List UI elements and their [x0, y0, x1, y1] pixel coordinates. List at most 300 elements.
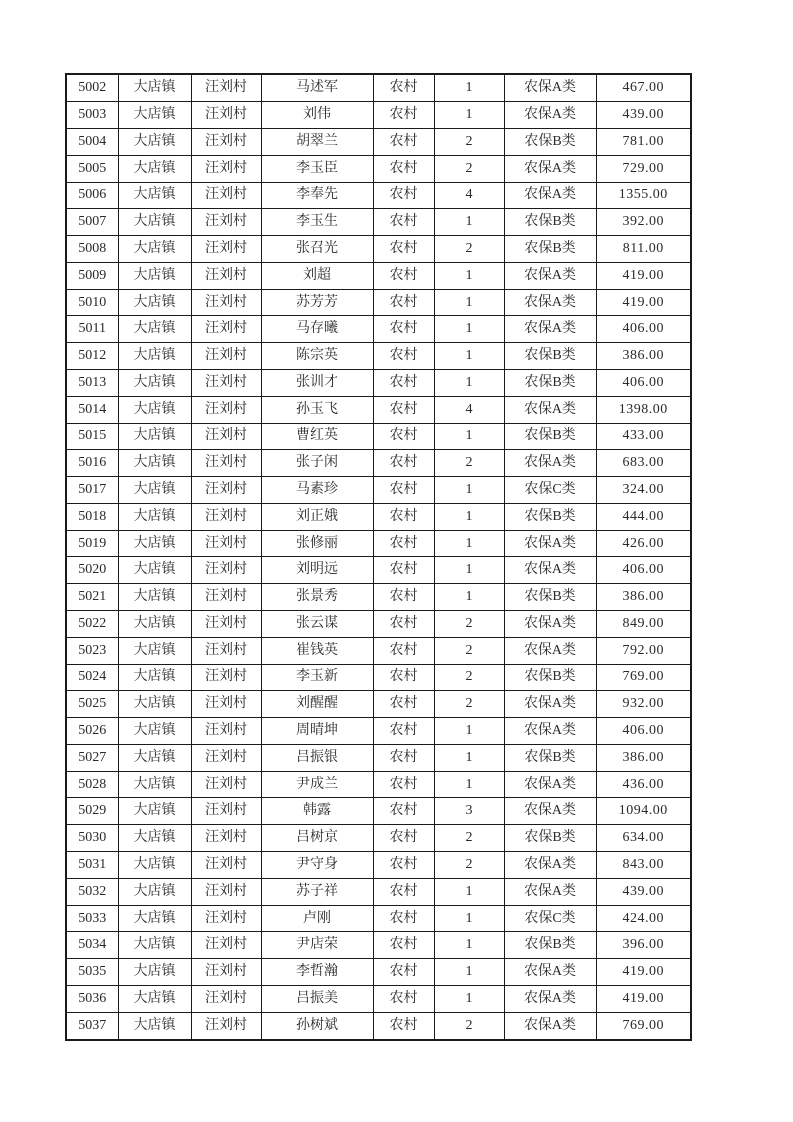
cell-town: 大店镇 — [118, 771, 191, 798]
cell-village: 汪刘村 — [191, 611, 261, 638]
cell-town: 大店镇 — [118, 664, 191, 691]
cell-category: 农保A类 — [504, 718, 596, 745]
cell-name: 张子闲 — [261, 450, 373, 477]
cell-village: 汪刘村 — [191, 530, 261, 557]
cell-category: 农保A类 — [504, 1012, 596, 1040]
cell-count: 2 — [434, 664, 504, 691]
cell-id: 5032 — [66, 878, 118, 905]
cell-amount: 683.00 — [596, 450, 691, 477]
cell-amount: 419.00 — [596, 959, 691, 986]
cell-count: 2 — [434, 852, 504, 879]
cell-category: 农保A类 — [504, 74, 596, 102]
cell-count: 4 — [434, 396, 504, 423]
cell-name: 胡翠兰 — [261, 128, 373, 155]
table-row — [66, 825, 691, 852]
cell-category: 农保A类 — [504, 959, 596, 986]
cell-village: 汪刘村 — [191, 691, 261, 718]
table-row — [66, 959, 691, 986]
cell-amount: 781.00 — [596, 128, 691, 155]
cell-town: 大店镇 — [118, 852, 191, 879]
cell-type: 农村 — [373, 450, 434, 477]
cell-category: 农保A类 — [504, 691, 596, 718]
cell-type: 农村 — [373, 155, 434, 182]
table-row — [66, 744, 691, 771]
cell-id: 5037 — [66, 1012, 118, 1040]
cell-type: 农村 — [373, 798, 434, 825]
cell-name: 马素珍 — [261, 477, 373, 504]
cell-category: 农保A类 — [504, 985, 596, 1012]
cell-village: 汪刘村 — [191, 155, 261, 182]
cell-type: 农村 — [373, 74, 434, 102]
cell-type: 农村 — [373, 209, 434, 236]
cell-town: 大店镇 — [118, 477, 191, 504]
cell-category: 农保B类 — [504, 343, 596, 370]
cell-village: 汪刘村 — [191, 584, 261, 611]
cell-amount: 444.00 — [596, 503, 691, 530]
cell-village: 汪刘村 — [191, 744, 261, 771]
cell-town: 大店镇 — [118, 503, 191, 530]
cell-amount: 424.00 — [596, 905, 691, 932]
cell-count: 2 — [434, 825, 504, 852]
cell-count: 1 — [434, 262, 504, 289]
cell-type: 农村 — [373, 236, 434, 263]
cell-village: 汪刘村 — [191, 209, 261, 236]
cell-id: 5027 — [66, 744, 118, 771]
cell-name: 孙玉飞 — [261, 396, 373, 423]
cell-amount: 439.00 — [596, 102, 691, 129]
cell-town: 大店镇 — [118, 343, 191, 370]
cell-category: 农保B类 — [504, 664, 596, 691]
cell-village: 汪刘村 — [191, 74, 261, 102]
cell-village: 汪刘村 — [191, 343, 261, 370]
table-row — [66, 396, 691, 423]
cell-amount: 426.00 — [596, 530, 691, 557]
cell-category: 农保B类 — [504, 128, 596, 155]
cell-village: 汪刘村 — [191, 396, 261, 423]
cell-type: 农村 — [373, 825, 434, 852]
cell-count: 1 — [434, 369, 504, 396]
table-row — [66, 209, 691, 236]
cell-amount: 843.00 — [596, 852, 691, 879]
cell-town: 大店镇 — [118, 128, 191, 155]
cell-type: 农村 — [373, 316, 434, 343]
cell-category: 农保B类 — [504, 932, 596, 959]
cell-count: 1 — [434, 905, 504, 932]
cell-type: 农村 — [373, 530, 434, 557]
cell-count: 1 — [434, 74, 504, 102]
table-row — [66, 584, 691, 611]
cell-count: 2 — [434, 637, 504, 664]
cell-type: 农村 — [373, 369, 434, 396]
cell-name: 苏芳芳 — [261, 289, 373, 316]
cell-type: 农村 — [373, 102, 434, 129]
cell-category: 农保B类 — [504, 584, 596, 611]
table-row — [66, 771, 691, 798]
cell-id: 5035 — [66, 959, 118, 986]
cell-amount: 392.00 — [596, 209, 691, 236]
cell-count: 1 — [434, 316, 504, 343]
cell-id: 5030 — [66, 825, 118, 852]
cell-count: 1 — [434, 557, 504, 584]
cell-type: 农村 — [373, 905, 434, 932]
table-row — [66, 852, 691, 879]
cell-id: 5010 — [66, 289, 118, 316]
cell-name: 韩露 — [261, 798, 373, 825]
cell-town: 大店镇 — [118, 74, 191, 102]
cell-category: 农保B类 — [504, 825, 596, 852]
cell-town: 大店镇 — [118, 182, 191, 209]
table-row — [66, 74, 691, 102]
cell-amount: 932.00 — [596, 691, 691, 718]
cell-name: 尹成兰 — [261, 771, 373, 798]
cell-type: 农村 — [373, 691, 434, 718]
cell-village: 汪刘村 — [191, 718, 261, 745]
table-row — [66, 1012, 691, 1040]
cell-count: 2 — [434, 611, 504, 638]
table-row — [66, 262, 691, 289]
cell-category: 农保A类 — [504, 396, 596, 423]
cell-id: 5011 — [66, 316, 118, 343]
cell-type: 农村 — [373, 637, 434, 664]
cell-town: 大店镇 — [118, 825, 191, 852]
cell-id: 5014 — [66, 396, 118, 423]
cell-count: 1 — [434, 530, 504, 557]
cell-name: 张修丽 — [261, 530, 373, 557]
cell-count: 1 — [434, 744, 504, 771]
cell-id: 5036 — [66, 985, 118, 1012]
cell-id: 5009 — [66, 262, 118, 289]
cell-amount: 386.00 — [596, 744, 691, 771]
cell-town: 大店镇 — [118, 316, 191, 343]
cell-amount: 811.00 — [596, 236, 691, 263]
cell-count: 1 — [434, 718, 504, 745]
cell-town: 大店镇 — [118, 959, 191, 986]
cell-town: 大店镇 — [118, 289, 191, 316]
cell-count: 1 — [434, 878, 504, 905]
cell-town: 大店镇 — [118, 369, 191, 396]
cell-amount: 467.00 — [596, 74, 691, 102]
cell-id: 5028 — [66, 771, 118, 798]
cell-id: 5005 — [66, 155, 118, 182]
cell-type: 农村 — [373, 182, 434, 209]
cell-amount: 634.00 — [596, 825, 691, 852]
cell-id: 5004 — [66, 128, 118, 155]
cell-name: 张景秀 — [261, 584, 373, 611]
cell-name: 陈宗英 — [261, 343, 373, 370]
cell-town: 大店镇 — [118, 262, 191, 289]
cell-village: 汪刘村 — [191, 932, 261, 959]
cell-category: 农保B类 — [504, 423, 596, 450]
cell-village: 汪刘村 — [191, 423, 261, 450]
cell-village: 汪刘村 — [191, 959, 261, 986]
cell-type: 农村 — [373, 852, 434, 879]
cell-count: 4 — [434, 182, 504, 209]
cell-id: 5013 — [66, 369, 118, 396]
cell-type: 农村 — [373, 718, 434, 745]
cell-village: 汪刘村 — [191, 503, 261, 530]
table-row — [66, 691, 691, 718]
cell-amount: 1398.00 — [596, 396, 691, 423]
cell-town: 大店镇 — [118, 985, 191, 1012]
cell-amount: 386.00 — [596, 343, 691, 370]
cell-type: 农村 — [373, 932, 434, 959]
cell-town: 大店镇 — [118, 718, 191, 745]
table-row — [66, 530, 691, 557]
cell-town: 大店镇 — [118, 155, 191, 182]
cell-name: 尹守身 — [261, 852, 373, 879]
cell-town: 大店镇 — [118, 1012, 191, 1040]
cell-category: 农保A类 — [504, 530, 596, 557]
cell-id: 5024 — [66, 664, 118, 691]
cell-type: 农村 — [373, 744, 434, 771]
cell-count: 1 — [434, 959, 504, 986]
table-row — [66, 718, 691, 745]
cell-id: 5012 — [66, 343, 118, 370]
cell-category: 农保A类 — [504, 450, 596, 477]
cell-village: 汪刘村 — [191, 798, 261, 825]
cell-town: 大店镇 — [118, 798, 191, 825]
table-row — [66, 637, 691, 664]
cell-id: 5019 — [66, 530, 118, 557]
cell-id: 5033 — [66, 905, 118, 932]
cell-count: 2 — [434, 691, 504, 718]
cell-village: 汪刘村 — [191, 102, 261, 129]
cell-amount: 406.00 — [596, 557, 691, 584]
cell-category: 农保A类 — [504, 798, 596, 825]
cell-id: 5003 — [66, 102, 118, 129]
cell-name: 刘正娥 — [261, 503, 373, 530]
cell-category: 农保A类 — [504, 611, 596, 638]
cell-count: 1 — [434, 423, 504, 450]
cell-town: 大店镇 — [118, 905, 191, 932]
table-row — [66, 450, 691, 477]
cell-town: 大店镇 — [118, 557, 191, 584]
table-row — [66, 289, 691, 316]
table-row — [66, 182, 691, 209]
cell-name: 李哲瀚 — [261, 959, 373, 986]
cell-type: 农村 — [373, 128, 434, 155]
cell-id: 5016 — [66, 450, 118, 477]
cell-village: 汪刘村 — [191, 557, 261, 584]
cell-amount: 1094.00 — [596, 798, 691, 825]
cell-type: 农村 — [373, 985, 434, 1012]
cell-town: 大店镇 — [118, 691, 191, 718]
cell-id: 5026 — [66, 718, 118, 745]
cell-id: 5008 — [66, 236, 118, 263]
table-row — [66, 236, 691, 263]
cell-type: 农村 — [373, 959, 434, 986]
cell-amount: 1355.00 — [596, 182, 691, 209]
cell-name: 刘伟 — [261, 102, 373, 129]
cell-village: 汪刘村 — [191, 985, 261, 1012]
cell-type: 农村 — [373, 611, 434, 638]
cell-name: 刘明远 — [261, 557, 373, 584]
cell-id: 5015 — [66, 423, 118, 450]
cell-count: 2 — [434, 1012, 504, 1040]
cell-type: 农村 — [373, 396, 434, 423]
cell-id: 5020 — [66, 557, 118, 584]
cell-town: 大店镇 — [118, 209, 191, 236]
cell-id: 5006 — [66, 182, 118, 209]
cell-name: 周晴坤 — [261, 718, 373, 745]
cell-count: 2 — [434, 450, 504, 477]
cell-amount: 396.00 — [596, 932, 691, 959]
cell-name: 卢刚 — [261, 905, 373, 932]
cell-amount: 406.00 — [596, 316, 691, 343]
cell-count: 1 — [434, 102, 504, 129]
cell-village: 汪刘村 — [191, 369, 261, 396]
cell-count: 1 — [434, 932, 504, 959]
table-row — [66, 155, 691, 182]
cell-count: 3 — [434, 798, 504, 825]
cell-id: 5031 — [66, 852, 118, 879]
cell-category: 农保B类 — [504, 236, 596, 263]
table-row — [66, 985, 691, 1012]
table-row — [66, 557, 691, 584]
cell-id: 5007 — [66, 209, 118, 236]
table-body — [66, 74, 691, 1040]
table-row — [66, 798, 691, 825]
cell-count: 1 — [434, 985, 504, 1012]
cell-amount: 769.00 — [596, 664, 691, 691]
cell-village: 汪刘村 — [191, 182, 261, 209]
cell-type: 农村 — [373, 557, 434, 584]
cell-village: 汪刘村 — [191, 316, 261, 343]
cell-amount: 419.00 — [596, 289, 691, 316]
cell-amount: 386.00 — [596, 584, 691, 611]
cell-category: 农保A类 — [504, 262, 596, 289]
cell-amount: 436.00 — [596, 771, 691, 798]
cell-category: 农保A类 — [504, 557, 596, 584]
cell-type: 农村 — [373, 423, 434, 450]
cell-name: 曹红英 — [261, 423, 373, 450]
cell-village: 汪刘村 — [191, 477, 261, 504]
cell-amount: 324.00 — [596, 477, 691, 504]
cell-count: 1 — [434, 584, 504, 611]
cell-town: 大店镇 — [118, 878, 191, 905]
cell-category: 农保A类 — [504, 182, 596, 209]
table-row — [66, 477, 691, 504]
cell-type: 农村 — [373, 584, 434, 611]
table-row — [66, 664, 691, 691]
cell-id: 5018 — [66, 503, 118, 530]
cell-count: 1 — [434, 289, 504, 316]
cell-category: 农保A类 — [504, 852, 596, 879]
table-row — [66, 878, 691, 905]
cell-name: 李玉新 — [261, 664, 373, 691]
table-row — [66, 128, 691, 155]
cell-name: 李奉先 — [261, 182, 373, 209]
cell-name: 尹店荣 — [261, 932, 373, 959]
cell-type: 农村 — [373, 664, 434, 691]
cell-name: 吕振银 — [261, 744, 373, 771]
cell-type: 农村 — [373, 771, 434, 798]
cell-count: 1 — [434, 503, 504, 530]
cell-category: 农保A类 — [504, 102, 596, 129]
cell-count: 2 — [434, 128, 504, 155]
cell-category: 农保A类 — [504, 637, 596, 664]
cell-id: 5017 — [66, 477, 118, 504]
cell-amount: 792.00 — [596, 637, 691, 664]
cell-type: 农村 — [373, 477, 434, 504]
table-row — [66, 102, 691, 129]
cell-type: 农村 — [373, 262, 434, 289]
cell-type: 农村 — [373, 343, 434, 370]
cell-name: 刘超 — [261, 262, 373, 289]
cell-town: 大店镇 — [118, 611, 191, 638]
cell-amount: 406.00 — [596, 718, 691, 745]
cell-town: 大店镇 — [118, 530, 191, 557]
table-row — [66, 905, 691, 932]
cell-type: 农村 — [373, 878, 434, 905]
cell-village: 汪刘村 — [191, 450, 261, 477]
cell-category: 农保B类 — [504, 744, 596, 771]
cell-amount: 419.00 — [596, 985, 691, 1012]
table-row — [66, 503, 691, 530]
cell-category: 农保C类 — [504, 905, 596, 932]
cell-town: 大店镇 — [118, 396, 191, 423]
cell-name: 吕振美 — [261, 985, 373, 1012]
cell-town: 大店镇 — [118, 932, 191, 959]
cell-town: 大店镇 — [118, 423, 191, 450]
cell-village: 汪刘村 — [191, 664, 261, 691]
cell-amount: 729.00 — [596, 155, 691, 182]
cell-village: 汪刘村 — [191, 637, 261, 664]
cell-village: 汪刘村 — [191, 1012, 261, 1040]
cell-amount: 433.00 — [596, 423, 691, 450]
cell-village: 汪刘村 — [191, 878, 261, 905]
cell-id: 5021 — [66, 584, 118, 611]
cell-id: 5002 — [66, 74, 118, 102]
cell-village: 汪刘村 — [191, 128, 261, 155]
cell-name: 孙树斌 — [261, 1012, 373, 1040]
table-row — [66, 316, 691, 343]
cell-category: 农保C类 — [504, 477, 596, 504]
cell-village: 汪刘村 — [191, 905, 261, 932]
benefits-table — [65, 73, 692, 1041]
cell-count: 1 — [434, 477, 504, 504]
cell-name: 马存曦 — [261, 316, 373, 343]
table-row — [66, 932, 691, 959]
cell-count: 1 — [434, 771, 504, 798]
table-row — [66, 423, 691, 450]
cell-name: 张云谋 — [261, 611, 373, 638]
cell-village: 汪刘村 — [191, 852, 261, 879]
cell-category: 农保B类 — [504, 503, 596, 530]
cell-id: 5022 — [66, 611, 118, 638]
cell-type: 农村 — [373, 289, 434, 316]
cell-amount: 419.00 — [596, 262, 691, 289]
cell-id: 5025 — [66, 691, 118, 718]
cell-village: 汪刘村 — [191, 262, 261, 289]
cell-type: 农村 — [373, 1012, 434, 1040]
cell-name: 崔钱英 — [261, 637, 373, 664]
cell-id: 5029 — [66, 798, 118, 825]
cell-category: 农保A类 — [504, 878, 596, 905]
table-row — [66, 369, 691, 396]
cell-count: 2 — [434, 155, 504, 182]
cell-category: 农保A类 — [504, 316, 596, 343]
cell-category: 农保A类 — [504, 289, 596, 316]
cell-amount: 439.00 — [596, 878, 691, 905]
cell-name: 张召光 — [261, 236, 373, 263]
cell-name: 李玉生 — [261, 209, 373, 236]
cell-name: 吕树京 — [261, 825, 373, 852]
cell-town: 大店镇 — [118, 637, 191, 664]
table-row — [66, 611, 691, 638]
cell-name: 李玉臣 — [261, 155, 373, 182]
cell-amount: 849.00 — [596, 611, 691, 638]
